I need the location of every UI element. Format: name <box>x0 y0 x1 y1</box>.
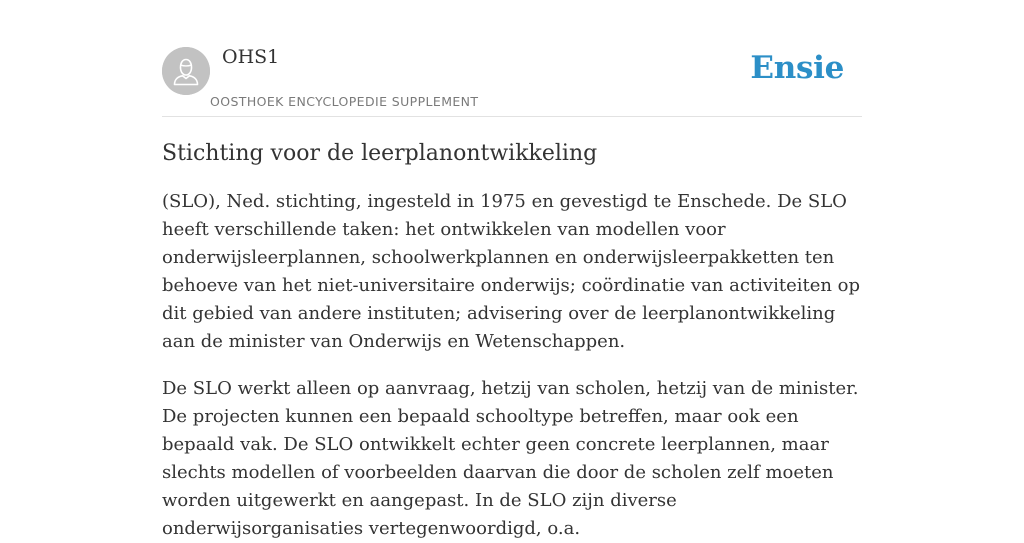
article-paragraph: De SLO werkt alleen op aanvraag, hetzij van scholen, hetzij van de minister. De projecten kunnen een bepaald schooltype betreffen, maar ook een bepaald vak. De SLO ontwikkelt echter geen concrete leerplannen, maar slechts modellen of voorbeelden daarvan die door de scholen zelf moeten worden uitgewerkt en aangepast. In de SLO zijn diverse onderwijsorganisaties vertegenwoordigd, o.a. <box>162 378 859 539</box>
user-avatar[interactable] <box>162 47 210 95</box>
page-header <box>162 0 862 117</box>
publication-name[interactable]: OOSTHOEK ENCYCLOPEDIE SUPPLEMENT <box>210 94 479 109</box>
author-name[interactable]: OHS1 <box>222 46 280 68</box>
article <box>162 138 862 543</box>
article-title: Stichting voor de leerplanontwikkeling <box>162 141 598 166</box>
user-avatar-icon <box>162 47 210 95</box>
article-paragraph: (SLO), Ned. stichting, ingesteld in 1975 en gevestigd te Enschede. De SLO heeft verschillende taken: het ontwikkelen van modellen voor onderwijsleerplannen, schoolwerkplannen en onderwijsleerpakketten ten behoeve van het niet-universitaire onderwijs; coördinatie van activiteiten op dit gebied van andere instituten; advisering over de leerplanontwikkeling aan de minister van Onderwijs en Wetenschappen. <box>162 191 861 352</box>
ensie-logo[interactable]: Ensie <box>750 50 844 86</box>
